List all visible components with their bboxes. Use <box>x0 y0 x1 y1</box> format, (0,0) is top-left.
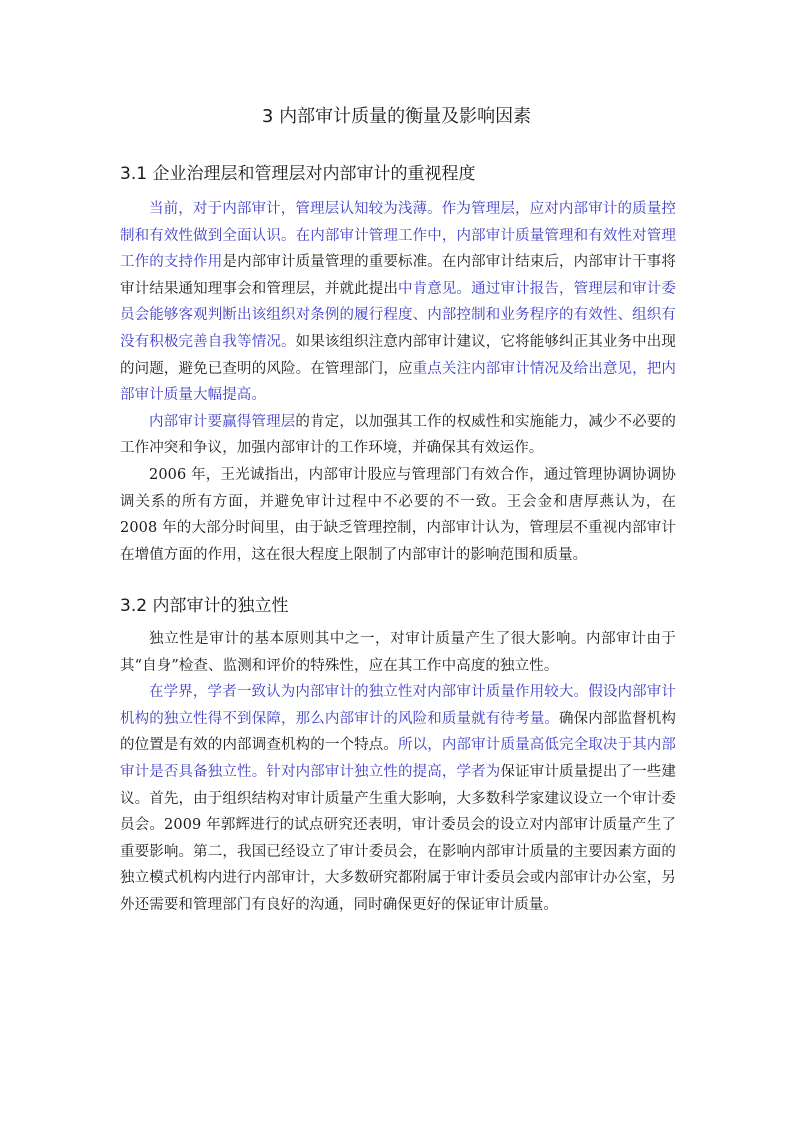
body-text: 确保内部监督机构的位置是有效的内部调查机构的一个特点。 <box>120 710 676 754</box>
highlighted-text: 当前，对于内部审计，管理层认知较为浅薄。作为管理层，应对内部审计的质量控制和有效性做到全面认识。在内部审计管理工作中，内部审计质量管理和有效性对管理工作的支持作用 <box>120 201 676 271</box>
highlighted-text: 针对内部审计独立性的提高，学者为 <box>266 763 501 780</box>
body-text: 如果该组织注意内部审计建议，它将能够纠正其业务中出现的问题，避免已查明的风险。在管理部门，应 <box>120 333 676 377</box>
body-text: 独立性是审计的基本原则其中之一，对审计质量产生了很大影响。内部审计由于其“自身”检查、监测和评价的特殊性，应在其工作中高度的独立性。 <box>120 631 676 674</box>
body-text: 是内部审计质量管理的重要标准。在内部审计结束后，内部审计干事将审计结果通知理事会和管理层，并就此提出 <box>120 254 676 297</box>
highlighted-text: 所以，内部审计质量高低完全取决于其内部审计是否具备独立性。 <box>120 737 676 780</box>
paragraph <box>120 196 676 409</box>
paragraph <box>120 626 676 679</box>
body-text: 保证审计质量提出了一些建议。首先，由于组织结构对审计质量产生重大影响，大多数科学家建议设立一个审计委员会。2009 年郭辉进行的试点研究还表明，审计委员会的设立对内部审计质量产生了重要影响。第二，我国已经设立了审计委员会，在影响内部审计质量的主要因素方面的独立模式机构内进行内部审计，大多数研究都附属于审计委员会或内部审计办公室，另外还需要和管理部门有良好的沟通，同时确保更好的保证审计质量。 <box>120 763 677 913</box>
highlighted-text: 在学界，学者一致认为内部审计的独立性对内部审计质量作用较大。假设内部审计机构的独立性得不到保障，那么内部审计的风险和质量就有待考量。 <box>120 684 676 727</box>
body-text: 2006 年，王光诚指出，内部审计股应与管理部门有效合作，通过管理协调协调协调关系的所有方面，并避免审计过程中不必要的不一致。王会金和唐厚燕认为，在 2008 年的大部分时间里，由于缺乏管理控制，内部审计认为，管理层不重视内部审计在增值方面的作用，这在很大程度上限制了内部审计的影响范围和质量。 <box>120 466 676 563</box>
section-body-3-1 <box>120 196 676 568</box>
highlighted-text: 中肯意见。通过审计报告，管理层和审计委员会能够客观判断出该组织对条例的履行程度、内部控制和业务程序的有效性、组织有没有积极完善自我等情况。 <box>120 280 676 350</box>
highlighted-text: 内部审计要赢得管理层 <box>149 413 296 430</box>
section-heading-3-1: 3.1 企业治理层和管理层对内部审计的重视程度 <box>120 164 476 184</box>
document-title: 3 内部审计质量的衡量及影响因素 <box>261 106 532 127</box>
section-body-3-2 <box>120 626 676 919</box>
paragraph <box>120 679 676 918</box>
paragraph <box>120 462 676 568</box>
paragraph <box>120 409 676 462</box>
section-heading-3-2: 3.2 内部审计的独立性 <box>120 596 289 616</box>
body-text: 的肯定，以加强其工作的权威性和实施能力，减少不必要的工作冲突和争议，加强内部审计的工作环境，并确保其有效运作。 <box>120 413 676 457</box>
highlighted-text: 重点关注内部审计情况及给出意见，把内部审计质量大幅提高。 <box>120 360 676 404</box>
